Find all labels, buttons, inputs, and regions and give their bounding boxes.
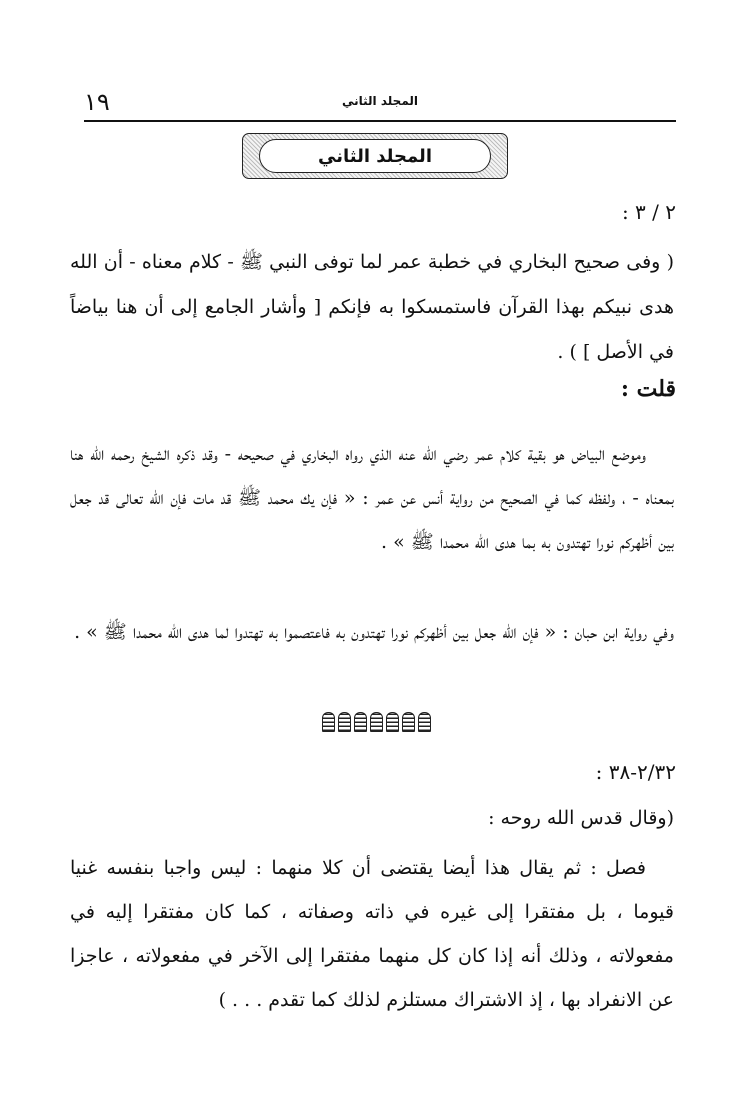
section-1-ibn-hibban: وفي رواية ابن حبان : « فإن الله جعل بين أظهركم نورا تهتدون به فاعتصموا به تهتدوا لما هدى الله محمدا ﷺ » . [74,621,674,643]
section-2-reference: ٢/٣٢-٣٨ : [595,760,676,784]
section-2-intro: (وقال قدس الله روحه : [488,807,674,829]
ornament-glyph [354,712,367,732]
section-1-paragraph-block [70,432,674,564]
ornament-glyph [386,712,399,732]
running-head-title: المجلد الثاني [342,94,418,108]
volume-banner [242,133,508,179]
section-1-quote: ( وفى صحيح البخاري في خطبة عمر لما توفى النبي ﷺ - كلام معناه - أن الله هدى نبيكم بهذا القرآن فاستمسكوا به فإنكم [ وأشار الجامع إلى أن هنا بياضاً في الأصل ] ) . [70,251,674,363]
ornament-glyph [322,712,335,732]
ornament-glyph [338,712,351,732]
section-1-quote-block [70,240,674,375]
volume-banner-title: المجلد الثاني [259,139,491,173]
ornament-glyph [402,712,415,732]
section-2-paragraph: فصل : ثم يقال هذا أيضا يقتضى أن كلا منهما : ليس واجبا بنفسه غنيا قيوما ، بل مفتقرا إلى غيره في ذاته وصفاته ، كما كان مفتقرا إليه في مفعولاته ، وذلك أنه إذا كان كل منهما مفتقرا إلى الآخر في مفعولاته ، عاجزا عن الانفراد بها ، إذ الاشتراك مستلزم لذلك كما تقدم . . . ) [70,857,674,1011]
section-2-paragraph-block [70,846,674,1022]
qult-heading: قلت : [620,376,676,402]
section-2-intro-block [70,800,674,836]
ornament-glyph [418,712,431,732]
running-head [84,88,676,118]
ornament-glyph [370,712,383,732]
page-number: ١٩ [84,88,110,116]
section-1-paragraph: وموضع البياض هو بقية كلام عمر رضي الله عنه الذي رواه البخاري في صحيحه - وقد ذكره الشيخ رحمه الله هنا بمعناه - ، ولفظه كما في الصحيح من رواية أنس عن عمر : « فإن يك محمد ﷺ قد مات فإن الله تعالى قد جعل بين أظهركم نورا تهتدون به بما هدى الله محمدا ﷺ » . [70,443,674,553]
section-divider-ornament [320,712,432,734]
section-1-reference: ٢ / ٣ : [621,200,676,224]
section-1-ibn-hibban-block [70,610,674,654]
header-rule [84,120,676,122]
